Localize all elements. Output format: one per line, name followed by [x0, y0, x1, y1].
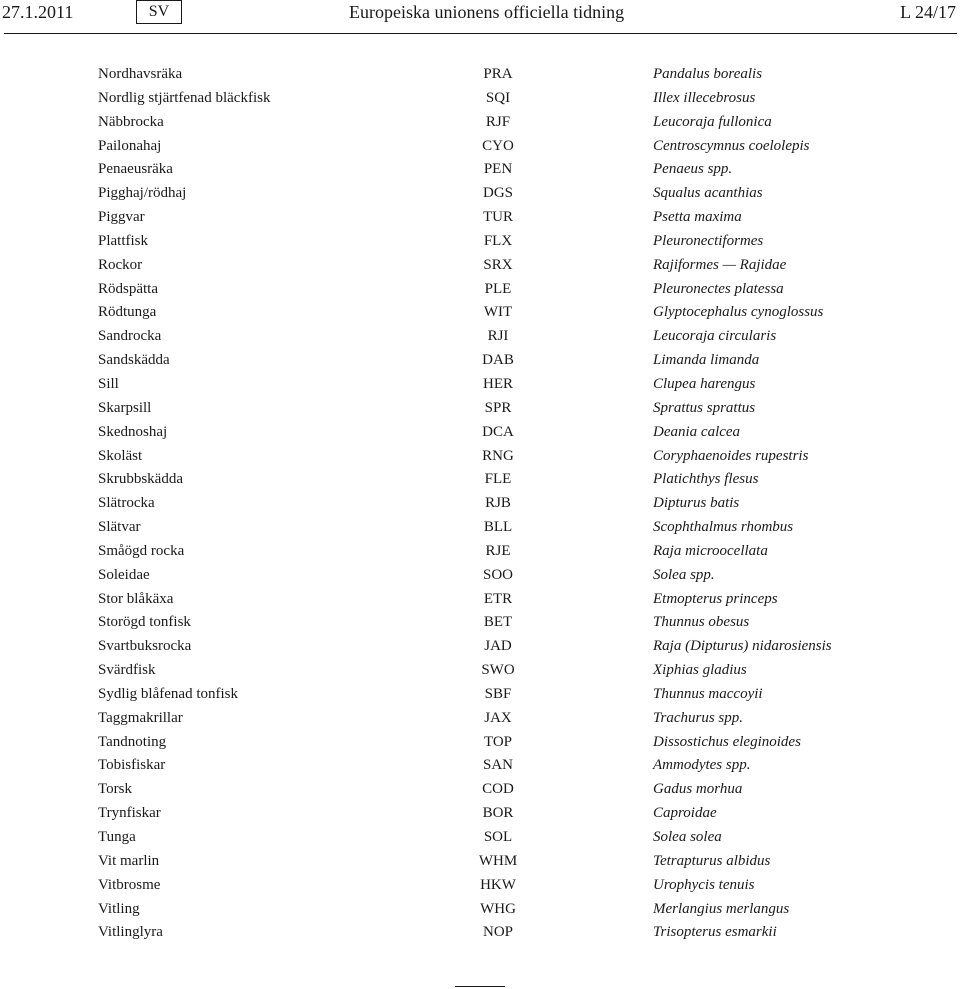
swedish-name: Skoläst [98, 447, 143, 464]
table-row [0, 64, 960, 88]
table-row [0, 136, 960, 160]
scientific-name: Gadus morhua [653, 781, 743, 798]
scientific-name: Sprattus sprattus [653, 399, 756, 416]
alpha3-code: RJE [485, 542, 511, 559]
alpha3-code: SOL [483, 829, 513, 845]
alpha3-code: SQI [485, 89, 511, 106]
scientific-name: Ammodytes spp. [653, 757, 751, 774]
swedish-name: Stor blåkäxa [98, 590, 174, 607]
swedish-name: Svärdfisk [98, 662, 156, 679]
table-row [0, 541, 960, 565]
table-row [0, 231, 960, 255]
scientific-name: Solea spp. [653, 566, 715, 583]
scientific-name: Thunnus maccoyii [653, 685, 763, 702]
swedish-name: Rockor [98, 256, 143, 273]
scientific-name: Squalus acanthias [653, 185, 763, 202]
swedish-name: Rödspätta [98, 280, 158, 297]
scientific-name: Clupea harengus [653, 375, 756, 392]
alpha3-code: BOR [482, 805, 514, 822]
table-row [0, 636, 960, 660]
swedish-name: Sydlig blåfenad tonfisk [98, 685, 238, 702]
swedish-name: Piggvar [98, 209, 145, 226]
swedish-name: Sandrocka [98, 328, 162, 345]
scientific-name: Trachurus spp. [653, 709, 744, 726]
table-row [0, 350, 960, 374]
table-row [0, 159, 960, 183]
alpha3-code: SOO [482, 566, 513, 583]
alpha3-code: WIT [483, 304, 513, 321]
scientific-name: Tetrapturus albidus [653, 852, 771, 869]
alpha3-code: DAB [482, 352, 514, 369]
table-row [0, 684, 960, 708]
alpha3-code: PEN [483, 161, 513, 178]
scientific-name: Thunnus obesus [653, 614, 750, 631]
scientific-name: Etmopterus princeps [653, 590, 778, 607]
swedish-name: Plattfisk [98, 232, 149, 249]
table-row [0, 875, 960, 899]
scientific-name: Merlangius merlangus [653, 900, 790, 917]
swedish-name: Soleidae [98, 566, 150, 583]
swedish-name: Tobisfiskar [98, 757, 166, 774]
table-row [0, 899, 960, 923]
alpha3-code: WHG [480, 900, 516, 917]
alpha3-code: FLX [483, 232, 513, 249]
table-row [0, 422, 960, 446]
alpha3-code: SRX [483, 256, 513, 273]
alpha3-code: DCA [482, 423, 514, 440]
table-row [0, 708, 960, 732]
journal-title: Europeiska unionens officiella tidning [349, 2, 625, 22]
table-row [0, 827, 960, 851]
alpha3-code: HER [483, 375, 513, 392]
alpha3-code: PRA [483, 66, 513, 82]
table-row [0, 326, 960, 350]
scientific-name: Pandalus borealis [653, 66, 763, 82]
alpha3-code: BLL [483, 519, 513, 536]
table-row [0, 302, 960, 326]
table-row [0, 469, 960, 493]
swedish-name: Nordlig stjärtfenad bläckfisk [98, 89, 271, 106]
scientific-name: Rajiformes — Rajidae [653, 256, 787, 273]
table-row [0, 851, 960, 875]
swedish-name: Näbbrocka [98, 113, 164, 130]
scientific-name: Caproidae [653, 805, 717, 822]
scientific-name: Leucoraja fullonica [653, 113, 772, 130]
table-row [0, 374, 960, 398]
swedish-name: Sandskädda [98, 352, 170, 369]
table-row [0, 922, 960, 946]
page-header [0, 0, 960, 28]
swedish-name: Slätvar [98, 519, 141, 536]
alpha3-code: JAX [484, 709, 512, 726]
alpha3-code: PLE [484, 280, 512, 297]
scientific-name: Raja microocellata [653, 542, 768, 559]
alpha3-code: DGS [482, 185, 513, 202]
scientific-name: Urophycis tenuis [653, 876, 755, 893]
alpha3-code: TOP [483, 733, 513, 750]
alpha3-code: FLE [484, 471, 512, 488]
swedish-name: Småögd rocka [98, 542, 185, 559]
swedish-name: Nordhavsräka [98, 66, 183, 82]
swedish-name: Pigghaj/rödhaj [98, 185, 187, 202]
scientific-name: Deania calcea [653, 423, 741, 440]
swedish-name: Storögd tonfisk [98, 614, 191, 631]
table-row [0, 589, 960, 613]
table-row [0, 279, 960, 303]
alpha3-code: RJB [485, 495, 511, 512]
swedish-name: Vitling [98, 900, 140, 917]
alpha3-code: SAN [482, 757, 513, 774]
alpha3-code: ETR [483, 590, 513, 607]
alpha3-code: CYO [482, 137, 514, 154]
scientific-name: Illex illecebrosus [653, 89, 756, 106]
swedish-name: Taggmakrillar [98, 709, 183, 726]
end-divider [455, 986, 505, 987]
table-row [0, 565, 960, 589]
scientific-name: Coryphaenoides rupestris [653, 447, 809, 464]
scientific-name: Pleuronectiformes [653, 232, 764, 249]
scientific-name: Trisopterus esmarkii [653, 924, 777, 941]
table-row [0, 446, 960, 470]
scientific-name: Dipturus batis [653, 495, 740, 512]
scientific-name: Pleuronectes platessa [653, 280, 784, 297]
table-row [0, 493, 960, 517]
table-row [0, 398, 960, 422]
page-reference: L 24/17 [900, 2, 956, 22]
swedish-name: Skednoshaj [98, 423, 168, 440]
swedish-name: Pailonahaj [98, 137, 162, 154]
alpha3-code: RJI [487, 328, 509, 345]
table-row [0, 88, 960, 112]
alpha3-code: JAD [484, 638, 512, 655]
swedish-name: Vit marlin [98, 852, 160, 869]
alpha3-code: RJF [485, 113, 511, 130]
scientific-name: Limanda limanda [653, 352, 760, 369]
scientific-name: Dissostichus eleginoides [653, 733, 801, 750]
alpha3-code: SPR [484, 399, 512, 416]
swedish-name: Torsk [98, 781, 132, 798]
table-row [0, 755, 960, 779]
scientific-name: Xiphias gladius [653, 662, 747, 679]
swedish-name: Rödtunga [98, 304, 157, 321]
table-row [0, 803, 960, 827]
swedish-name: Tandnoting [98, 733, 167, 750]
alpha3-code: NOP [482, 924, 513, 941]
publication-date: 27.1.2011 [2, 2, 74, 22]
table-row [0, 732, 960, 756]
alpha3-code: TUR [483, 209, 513, 226]
alpha3-code: WHM [478, 852, 518, 869]
table-row [0, 779, 960, 803]
scientific-name: Glyptocephalus cynoglossus [653, 304, 824, 321]
swedish-name: Skrubbskädda [98, 471, 183, 488]
swedish-name: Skarpsill [98, 399, 152, 416]
alpha3-code: BET [483, 614, 513, 631]
swedish-name: Slätrocka [98, 495, 155, 512]
swedish-name: Penaeusräka [98, 161, 173, 178]
table-row [0, 207, 960, 231]
swedish-name: Tunga [98, 829, 136, 845]
swedish-name: Vitlinglyra [98, 924, 163, 941]
table-row [0, 112, 960, 136]
species-table [0, 64, 960, 946]
table-row [0, 612, 960, 636]
scientific-name: Raja (Dipturus) nidarosiensis [653, 638, 832, 655]
swedish-name: Svartbuksrocka [98, 638, 192, 655]
scientific-name: Penaeus spp. [653, 161, 733, 178]
alpha3-code: SBF [484, 685, 512, 702]
table-row [0, 255, 960, 279]
scientific-name: Solea solea [653, 829, 722, 845]
alpha3-code: HKW [480, 876, 516, 893]
scientific-name: Leucoraja circularis [653, 328, 777, 345]
swedish-name: Trynfiskar [98, 805, 161, 822]
table-row [0, 660, 960, 684]
table-row [0, 183, 960, 207]
swedish-name: Vitbrosme [98, 876, 161, 893]
scientific-name: Platichthys flesus [653, 471, 759, 488]
scientific-name: Centroscymnus coelolepis [653, 137, 810, 154]
alpha3-code: RNG [482, 447, 514, 464]
header-divider [4, 33, 957, 34]
alpha3-code: COD [482, 781, 514, 798]
table-row [0, 517, 960, 541]
scientific-name: Scophthalmus rhombus [653, 519, 794, 536]
language-badge: SV [136, 0, 182, 24]
alpha3-code: SWO [481, 662, 515, 679]
scientific-name: Psetta maxima [653, 209, 742, 226]
swedish-name: Sill [98, 375, 119, 392]
